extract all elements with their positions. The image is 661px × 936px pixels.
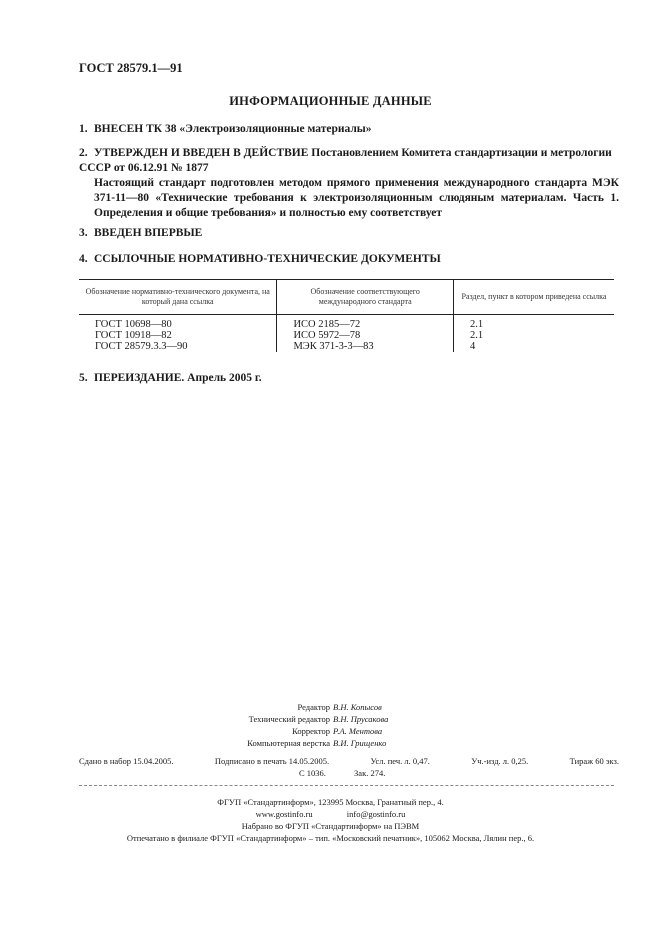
- print-sheets: Усл. печ. л. 0,47.: [370, 756, 430, 766]
- credit-line: [0, 701, 661, 713]
- section-number: 4.: [79, 253, 88, 265]
- section-1: [79, 122, 619, 137]
- print-run: Тираж 60 экз.: [569, 756, 619, 766]
- table-cell: ИСО 2185—72: [277, 319, 454, 330]
- table-cell: ГОСТ 28579.3.3—90: [95, 340, 188, 352]
- section-number: 3.: [79, 227, 88, 239]
- print-signed-date: Подписано в печать 14.05.2005.: [214, 756, 330, 766]
- credit-name: Р.А. Ментова: [333, 726, 383, 736]
- publisher-footer: [0, 796, 661, 844]
- print-info: [79, 755, 619, 779]
- publisher-website[interactable]: www.gostinfo.ru: [255, 809, 313, 819]
- section-heading: УТВЕРЖДЕН И ВВЕДЕН В ДЕЙСТВИЕ: [94, 147, 309, 159]
- table-header-cell: Обозначение соответствующего международного стандарта: [277, 280, 454, 315]
- table-header-cell: Обозначение нормативно-технического документа, на который дана ссылка: [79, 280, 277, 315]
- print-pub-sheets: Уч.-изд. л. 0,25.: [471, 756, 529, 766]
- credit-role: Редактор: [297, 702, 330, 712]
- table-cell: ГОСТ 10918—82: [95, 329, 172, 341]
- typeset-info: Набрано во ФГУП «Стандартинформ» на ПЭВМ: [241, 821, 420, 831]
- credit-role: Компьютерная верстка: [247, 738, 330, 748]
- publisher-address: ФГУП «Стандартинформ», 123995 Москва, Гранатный пер., 4.: [217, 797, 444, 807]
- section-5: [79, 371, 619, 386]
- divider: [79, 785, 614, 786]
- print-c-code: С 1036.: [299, 768, 326, 778]
- table-row: [79, 330, 614, 341]
- credit-line: [0, 725, 661, 737]
- print-set-date: Сдано в набор 15.04.2005.: [79, 756, 174, 766]
- credit-line: [0, 737, 661, 749]
- table-cell: 4: [453, 341, 614, 352]
- section-3: [79, 226, 619, 241]
- table-row: [79, 341, 614, 352]
- table-header-row: [79, 280, 614, 315]
- table-cell: 2.1: [453, 330, 614, 341]
- section-4: [79, 252, 619, 267]
- credits-block: [0, 701, 661, 749]
- table-row: [79, 319, 614, 330]
- table-cell: ГОСТ 10698—80: [95, 318, 172, 330]
- section-heading: ПЕРЕИЗДАНИЕ. Апрель 2005 г.: [94, 372, 262, 384]
- printed-info: Отпечатано в филиале ФГУП «Стандартинформ» – тип. «Московский печатник», 105062 Москва, Лялин пер., 6.: [126, 833, 535, 843]
- credit-name: В.И. Грищенко: [333, 738, 387, 748]
- table-cell: МЭК 371-3-3—83: [277, 341, 454, 352]
- credit-role: Корректор: [292, 726, 330, 736]
- section-2: [79, 146, 619, 221]
- section-heading: ССЫЛОЧНЫЕ НОРМАТИВНО-ТЕХНИЧЕСКИЕ ДОКУМЕНТЫ: [94, 253, 441, 265]
- section-number: 1.: [79, 123, 88, 135]
- table-header-cell: Раздел, пункт в котором приведена ссылка: [453, 280, 614, 315]
- credit-name: В.Н. Копысов: [333, 702, 382, 712]
- section-heading: ВНЕСЕН ТК 38 «Электроизоляционные материалы»: [94, 123, 372, 135]
- credit-role: Технический редактор: [248, 714, 330, 724]
- credit-line: [0, 713, 661, 725]
- section-number: 2.: [79, 147, 88, 159]
- print-order: Зак. 274.: [354, 768, 386, 778]
- credit-name: В.Н. Прусакова: [333, 714, 389, 724]
- document-code: ГОСТ 28579.1—91: [79, 61, 183, 75]
- section-note: Настоящий стандарт подготовлен методом прямого применения международного стандарта МЭК 371-11—80 «Технические требования к электроизоляционным слюдяным материалам. Часть 1. Определения и общие требования» и полностью ему соответствует: [94, 177, 619, 219]
- publisher-email[interactable]: info@gostinfo.ru: [346, 809, 406, 819]
- reference-documents-table: [79, 279, 614, 352]
- section-number: 5.: [79, 372, 88, 384]
- page-title: ИНФОРМАЦИОННЫЕ ДАННЫЕ: [229, 94, 432, 108]
- table-cell: 2.1: [453, 319, 614, 330]
- table-cell: ИСО 5972—78: [277, 330, 454, 341]
- section-heading: ВВЕДЕН ВПЕРВЫЕ: [94, 227, 203, 239]
- section-text: Постановлением Комитета стандартизации и метрологии СССР от 06.12.91 № 1877: [79, 147, 612, 174]
